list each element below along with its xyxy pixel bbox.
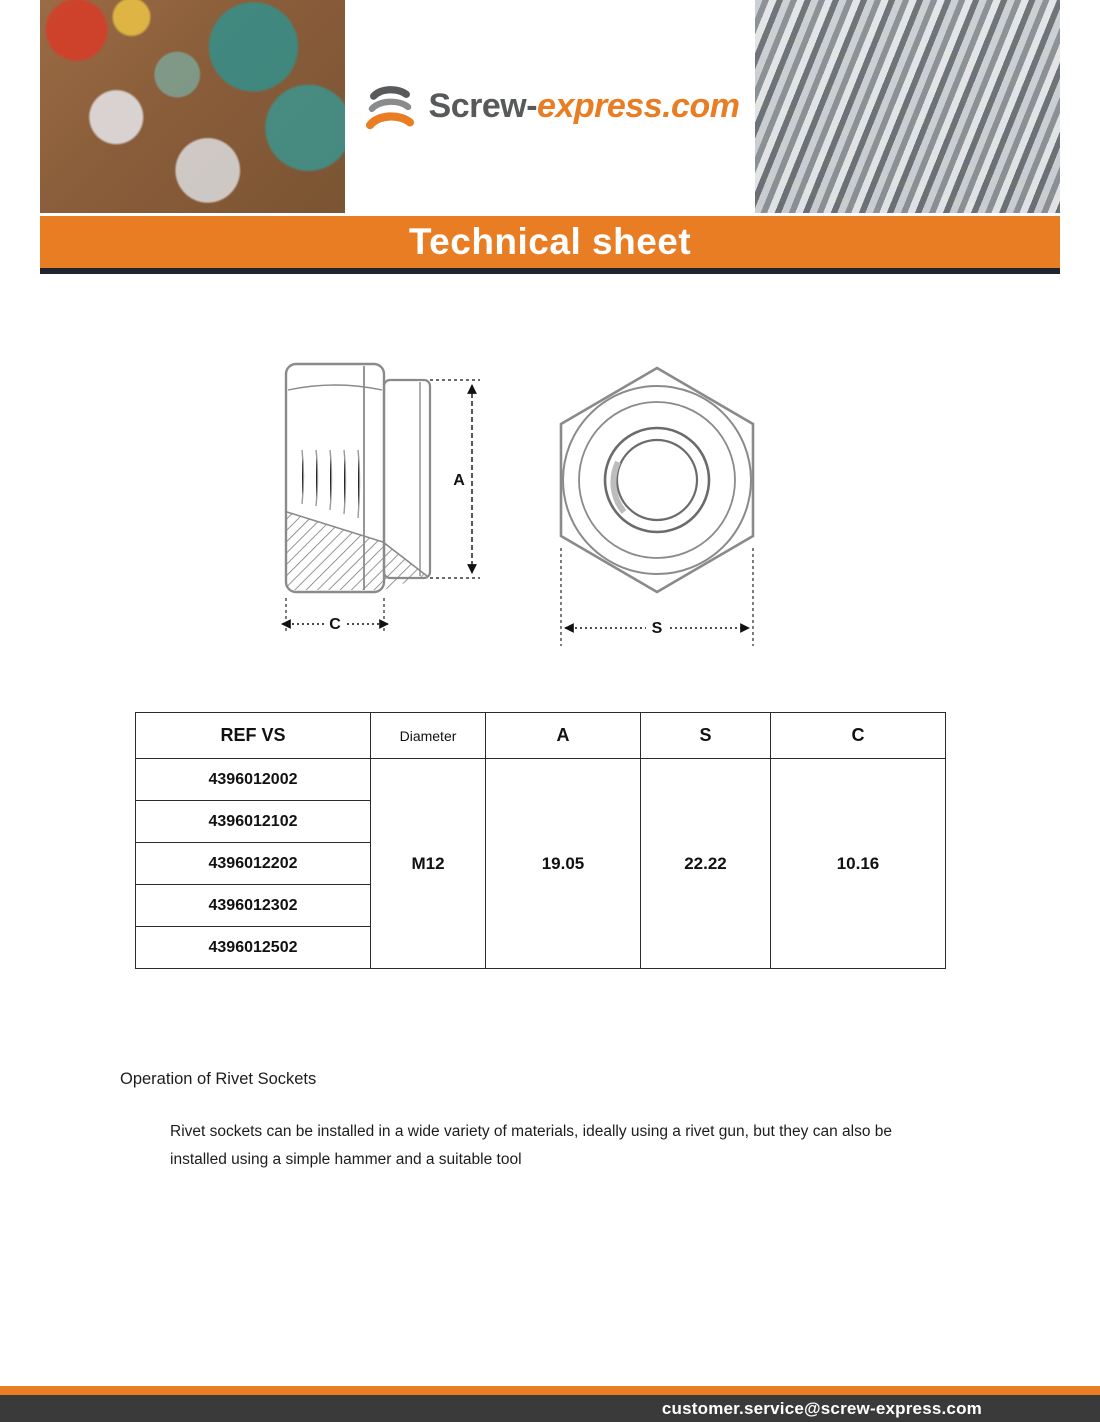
brand-name-secondary: express.com (537, 87, 740, 125)
nut-side-view-drawing (272, 352, 487, 652)
thread-inner-circle (617, 440, 697, 520)
operation-paragraph: Rivet sockets can be installed in a wide variety of materials, ideally using a rivet gun, but they can also be installed using a simple hammer and a suitable tool (170, 1123, 892, 1168)
spec-table (135, 712, 946, 969)
dim-a-label: A (453, 472, 465, 489)
header-photo-screws (755, 0, 1060, 213)
dimension-c-cell: 10.16 (771, 759, 946, 969)
dim-s-label: S (651, 620, 663, 637)
footer-bar (0, 1395, 1100, 1422)
ref-cell: 4396012202 (136, 843, 371, 885)
brand-logo (345, 0, 755, 213)
screw-express-logo-icon (361, 78, 419, 136)
spec-table-header-row (136, 713, 946, 759)
thread-outer-circle (605, 428, 709, 532)
technical-sheet-banner (40, 216, 1060, 268)
header-photo-workbench (40, 0, 345, 213)
diameter-cell: M12 (371, 759, 486, 969)
ref-cell: 4396012502 (136, 927, 371, 969)
brand-logo-text (429, 87, 740, 126)
table-row (136, 759, 946, 801)
col-header-diameter: Diameter (371, 713, 486, 759)
section-title: Operation of Rivet Sockets (120, 1070, 317, 1088)
dim-c-label: C (329, 616, 341, 633)
ref-cell: 4396012302 (136, 885, 371, 927)
ref-cell: 4396012002 (136, 759, 371, 801)
col-header-c: C (771, 713, 946, 759)
customer-service-email-link[interactable]: customer.service@screw-express.com (661, 1398, 982, 1418)
thread-lines (302, 450, 360, 518)
footer-accent-bar (0, 1386, 1100, 1395)
chamfer-circle (563, 386, 751, 574)
col-header-s: S (641, 713, 771, 759)
dimension-a-cell: 19.05 (486, 759, 641, 969)
brand-name-primary: Screw- (428, 87, 538, 125)
col-header-a: A (486, 713, 641, 759)
page-title: Technical sheet (408, 221, 692, 262)
dimension-s-cell: 22.22 (641, 759, 771, 969)
bearing-circle (579, 402, 735, 558)
nut-top-view-drawing (532, 352, 782, 662)
nut-chamfer-arc (288, 385, 382, 390)
col-header-ref: REF VS (136, 713, 371, 759)
banner-divider (40, 268, 1060, 274)
ref-cell: 4396012102 (136, 801, 371, 843)
